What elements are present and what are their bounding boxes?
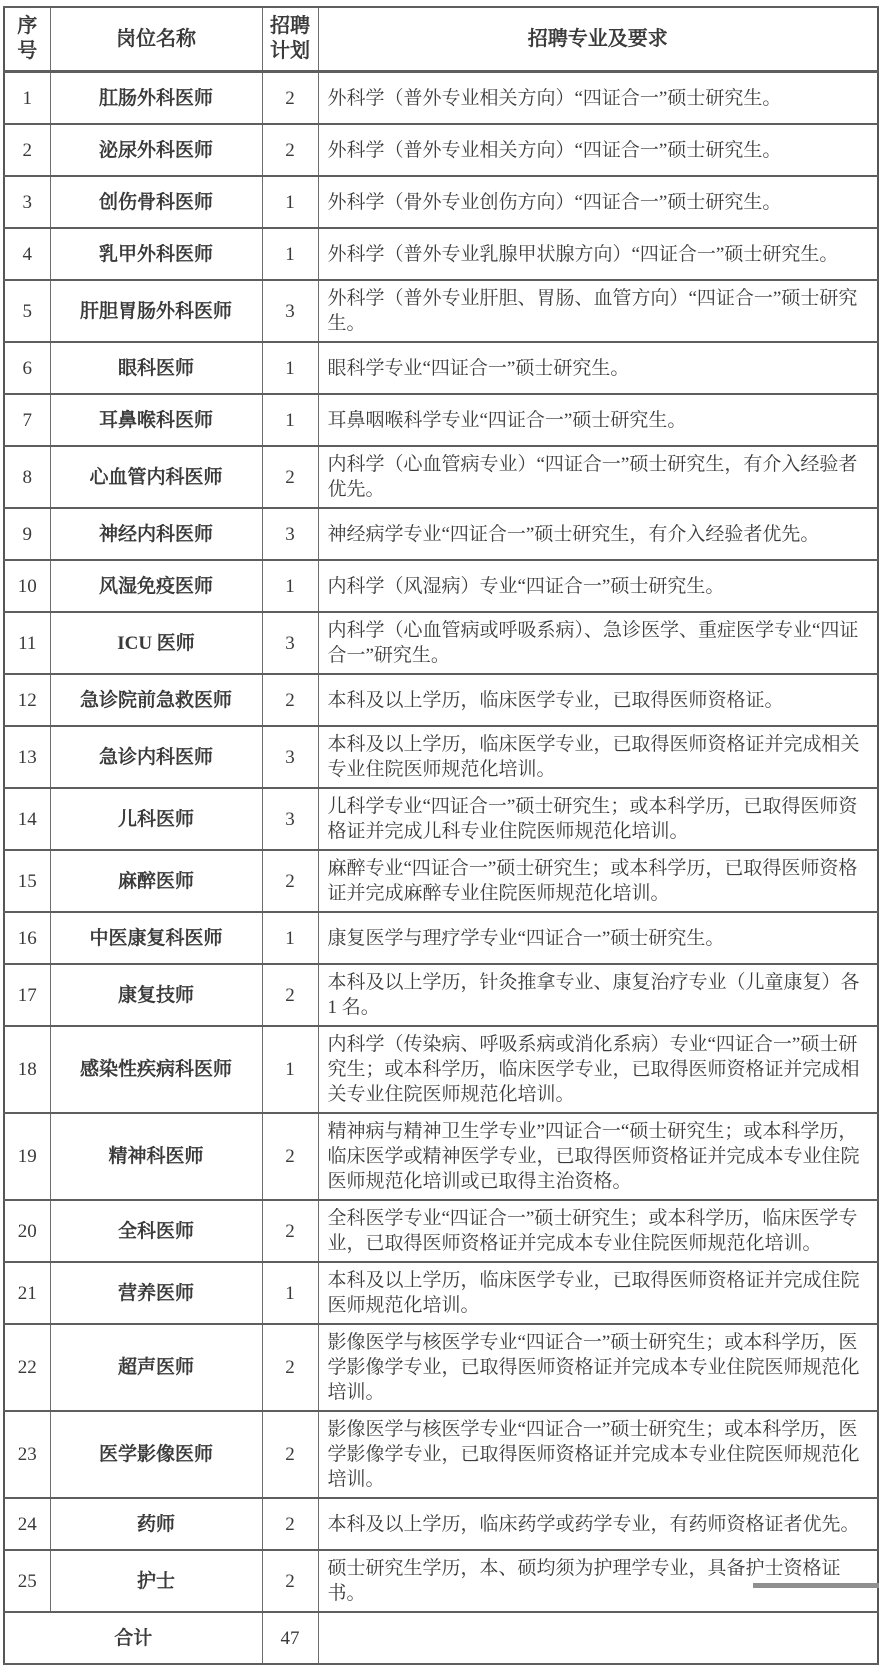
table-row bbox=[4, 1411, 878, 1498]
table-row bbox=[4, 560, 878, 612]
cell-requirement: 外科学（普外专业乳腺甲状腺方向）“四证合一”硕士研究生。 bbox=[318, 228, 878, 280]
table-row bbox=[4, 228, 878, 280]
cell-requirement: 外科学（普外专业相关方向）“四证合一”硕士研究生。 bbox=[318, 72, 878, 125]
cell-serial: 12 bbox=[4, 674, 50, 726]
recruitment-table bbox=[3, 6, 879, 1665]
cell-position: 耳鼻喉科医师 bbox=[50, 394, 262, 446]
cell-serial: 3 bbox=[4, 176, 50, 228]
table-row bbox=[4, 1324, 878, 1411]
cell-plan: 1 bbox=[262, 912, 318, 964]
cell-position: 全科医师 bbox=[50, 1200, 262, 1262]
total-plan: 47 bbox=[262, 1612, 318, 1664]
cell-requirement: 影像医学与核医学专业“四证合一”硕士研究生；或本科学历，医学影像学专业，已取得医师资格证并完成本专业住院医师规范化培训。 bbox=[318, 1324, 878, 1411]
cell-position: 急诊内科医师 bbox=[50, 726, 262, 788]
cell-serial: 1 bbox=[4, 72, 50, 125]
cell-plan: 1 bbox=[262, 1262, 318, 1324]
table-row bbox=[4, 612, 878, 674]
table-footer bbox=[4, 1612, 878, 1664]
cell-plan: 2 bbox=[262, 1550, 318, 1612]
cell-serial: 16 bbox=[4, 912, 50, 964]
cell-plan: 1 bbox=[262, 176, 318, 228]
cell-plan: 2 bbox=[262, 1113, 318, 1200]
cell-serial: 10 bbox=[4, 560, 50, 612]
cell-plan: 1 bbox=[262, 394, 318, 446]
cell-requirement: 本科及以上学历，针灸推拿专业、康复治疗专业（儿童康复）各 1 名。 bbox=[318, 964, 878, 1026]
cell-position: 创伤骨科医师 bbox=[50, 176, 262, 228]
table-header bbox=[4, 7, 878, 72]
table-row bbox=[4, 1026, 878, 1113]
table-row bbox=[4, 964, 878, 1026]
table-row bbox=[4, 1113, 878, 1200]
cell-requirement: 内科学（风湿病）专业“四证合一”硕士研究生。 bbox=[318, 560, 878, 612]
cell-requirement: 影像医学与核医学专业“四证合一”硕士研究生；或本科学历，医学影像学专业，已取得医师资格证并完成本专业住院医师规范化培训。 bbox=[318, 1411, 878, 1498]
cell-requirement: 本科及以上学历，临床药学或药学专业，有药师资格证者优先。 bbox=[318, 1498, 878, 1550]
cell-position: 中医康复科医师 bbox=[50, 912, 262, 964]
cell-requirement: 眼科学专业“四证合一”硕士研究生。 bbox=[318, 342, 878, 394]
table-row bbox=[4, 394, 878, 446]
cell-requirement: 内科学（心血管病或呼吸系病）、急诊医学、重症医学专业“四证合一”研究生。 bbox=[318, 612, 878, 674]
cell-serial: 18 bbox=[4, 1026, 50, 1113]
cell-serial: 11 bbox=[4, 612, 50, 674]
table-row bbox=[4, 1550, 878, 1612]
cell-plan: 2 bbox=[262, 1200, 318, 1262]
cell-plan: 1 bbox=[262, 228, 318, 280]
cell-position: 医学影像医师 bbox=[50, 1411, 262, 1498]
cell-requirement: 本科及以上学历，临床医学专业，已取得医师资格证并完成住院医师规范化培训。 bbox=[318, 1262, 878, 1324]
cell-plan: 3 bbox=[262, 726, 318, 788]
cell-position: 康复技师 bbox=[50, 964, 262, 1026]
table-row bbox=[4, 508, 878, 560]
cell-plan: 2 bbox=[262, 446, 318, 508]
cell-requirement: 内科学（传染病、呼吸系病或消化系病）专业“四证合一”硕士研究生；或本科学历，临床医学专业，已取得医师资格证并完成相关专业住院医师规范化培训。 bbox=[318, 1026, 878, 1113]
table-row bbox=[4, 1200, 878, 1262]
cell-position: 麻醉医师 bbox=[50, 850, 262, 912]
table-row bbox=[4, 674, 878, 726]
cell-serial: 8 bbox=[4, 446, 50, 508]
header-serial: 序号 bbox=[4, 7, 50, 72]
cell-requirement: 儿科学专业“四证合一”硕士研究生；或本科学历，已取得医师资格证并完成儿科专业住院医师规范化培训。 bbox=[318, 788, 878, 850]
cell-serial: 19 bbox=[4, 1113, 50, 1200]
cell-plan: 3 bbox=[262, 508, 318, 560]
cell-position: 泌尿外科医师 bbox=[50, 124, 262, 176]
table-row bbox=[4, 912, 878, 964]
cell-serial: 7 bbox=[4, 394, 50, 446]
cell-serial: 25 bbox=[4, 1550, 50, 1612]
table-row bbox=[4, 1262, 878, 1324]
cell-position: 神经内科医师 bbox=[50, 508, 262, 560]
cell-position: 营养医师 bbox=[50, 1262, 262, 1324]
cell-position: 超声医师 bbox=[50, 1324, 262, 1411]
cell-plan: 2 bbox=[262, 850, 318, 912]
cell-serial: 20 bbox=[4, 1200, 50, 1262]
cell-serial: 14 bbox=[4, 788, 50, 850]
cell-position: 心血管内科医师 bbox=[50, 446, 262, 508]
cell-position: 肛肠外科医师 bbox=[50, 72, 262, 125]
table-row bbox=[4, 446, 878, 508]
cell-requirement: 内科学（心血管病专业）“四证合一”硕士研究生，有介入经验者优先。 bbox=[318, 446, 878, 508]
cell-serial: 2 bbox=[4, 124, 50, 176]
cell-serial: 13 bbox=[4, 726, 50, 788]
cell-requirement: 耳鼻咽喉科学专业“四证合一”硕士研究生。 bbox=[318, 394, 878, 446]
cell-serial: 21 bbox=[4, 1262, 50, 1324]
cell-plan: 1 bbox=[262, 560, 318, 612]
table-row bbox=[4, 72, 878, 125]
cell-position: 急诊院前急救医师 bbox=[50, 674, 262, 726]
cell-requirement: 本科及以上学历，临床医学专业，已取得医师资格证并完成相关专业住院医师规范化培训。 bbox=[318, 726, 878, 788]
cell-plan: 1 bbox=[262, 1026, 318, 1113]
total-row bbox=[4, 1612, 878, 1664]
cell-position: 风湿免疫医师 bbox=[50, 560, 262, 612]
cell-plan: 2 bbox=[262, 124, 318, 176]
table-row bbox=[4, 176, 878, 228]
cell-requirement: 麻醉专业“四证合一”硕士研究生；或本科学历，已取得医师资格证并完成麻醉专业住院医师规范化培训。 bbox=[318, 850, 878, 912]
cell-position: 精神科医师 bbox=[50, 1113, 262, 1200]
cell-plan: 3 bbox=[262, 612, 318, 674]
cell-plan: 2 bbox=[262, 72, 318, 125]
cell-serial: 9 bbox=[4, 508, 50, 560]
cell-requirement: 外科学（普外专业肝胆、胃肠、血管方向）“四证合一”硕士研究生。 bbox=[318, 280, 878, 342]
table-row bbox=[4, 1498, 878, 1550]
cell-requirement: 外科学（骨外专业创伤方向）“四证合一”硕士研究生。 bbox=[318, 176, 878, 228]
cell-requirement: 硕士研究生学历，本、硕均须为护理学专业，具备护士资格证书。 bbox=[318, 1550, 878, 1612]
cell-plan: 2 bbox=[262, 964, 318, 1026]
cell-serial: 17 bbox=[4, 964, 50, 1026]
cell-plan: 3 bbox=[262, 788, 318, 850]
cell-requirement: 外科学（普外专业相关方向）“四证合一”硕士研究生。 bbox=[318, 124, 878, 176]
artifact-line bbox=[753, 1583, 879, 1588]
table-row bbox=[4, 124, 878, 176]
cell-position: 感染性疾病科医师 bbox=[50, 1026, 262, 1113]
cell-position: 肝胆胃肠外科医师 bbox=[50, 280, 262, 342]
header-position: 岗位名称 bbox=[50, 7, 262, 72]
cell-requirement: 神经病学专业“四证合一”硕士研究生，有介入经验者优先。 bbox=[318, 508, 878, 560]
cell-plan: 2 bbox=[262, 1498, 318, 1550]
cell-plan: 1 bbox=[262, 342, 318, 394]
cell-requirement: 本科及以上学历，临床医学专业，已取得医师资格证。 bbox=[318, 674, 878, 726]
cell-serial: 5 bbox=[4, 280, 50, 342]
header-requirement: 招聘专业及要求 bbox=[318, 7, 878, 72]
total-requirement-empty bbox=[318, 1612, 878, 1664]
cell-serial: 15 bbox=[4, 850, 50, 912]
cell-requirement: 全科医学专业“四证合一”硕士研究生；或本科学历，临床医学专业，已取得医师资格证并完成本专业住院医师规范化培训。 bbox=[318, 1200, 878, 1262]
table-body bbox=[4, 72, 878, 1613]
cell-plan: 2 bbox=[262, 1324, 318, 1411]
table-row bbox=[4, 280, 878, 342]
cell-plan: 2 bbox=[262, 674, 318, 726]
cell-serial: 24 bbox=[4, 1498, 50, 1550]
cell-position: 乳甲外科医师 bbox=[50, 228, 262, 280]
cell-serial: 23 bbox=[4, 1411, 50, 1498]
cell-position: 眼科医师 bbox=[50, 342, 262, 394]
table-row bbox=[4, 726, 878, 788]
cell-position: ICU 医师 bbox=[50, 612, 262, 674]
cell-position: 护士 bbox=[50, 1550, 262, 1612]
table-row bbox=[4, 850, 878, 912]
cell-position: 药师 bbox=[50, 1498, 262, 1550]
cell-serial: 22 bbox=[4, 1324, 50, 1411]
cell-requirement: 精神病与精神卫生学专业”四证合一“硕士研究生；或本科学历，临床医学或精神医学专业，已取得医师资格证并完成本专业住院医师规范化培训或已取得主治资格。 bbox=[318, 1113, 878, 1200]
cell-serial: 6 bbox=[4, 342, 50, 394]
table-row bbox=[4, 788, 878, 850]
cell-plan: 3 bbox=[262, 280, 318, 342]
cell-serial: 4 bbox=[4, 228, 50, 280]
total-label: 合计 bbox=[4, 1612, 262, 1664]
cell-position: 儿科医师 bbox=[50, 788, 262, 850]
header-plan: 招聘计划 bbox=[262, 7, 318, 72]
cell-requirement: 康复医学与理疗学专业“四证合一”硕士研究生。 bbox=[318, 912, 878, 964]
header-row bbox=[4, 7, 878, 72]
table-row bbox=[4, 342, 878, 394]
cell-plan: 2 bbox=[262, 1411, 318, 1498]
